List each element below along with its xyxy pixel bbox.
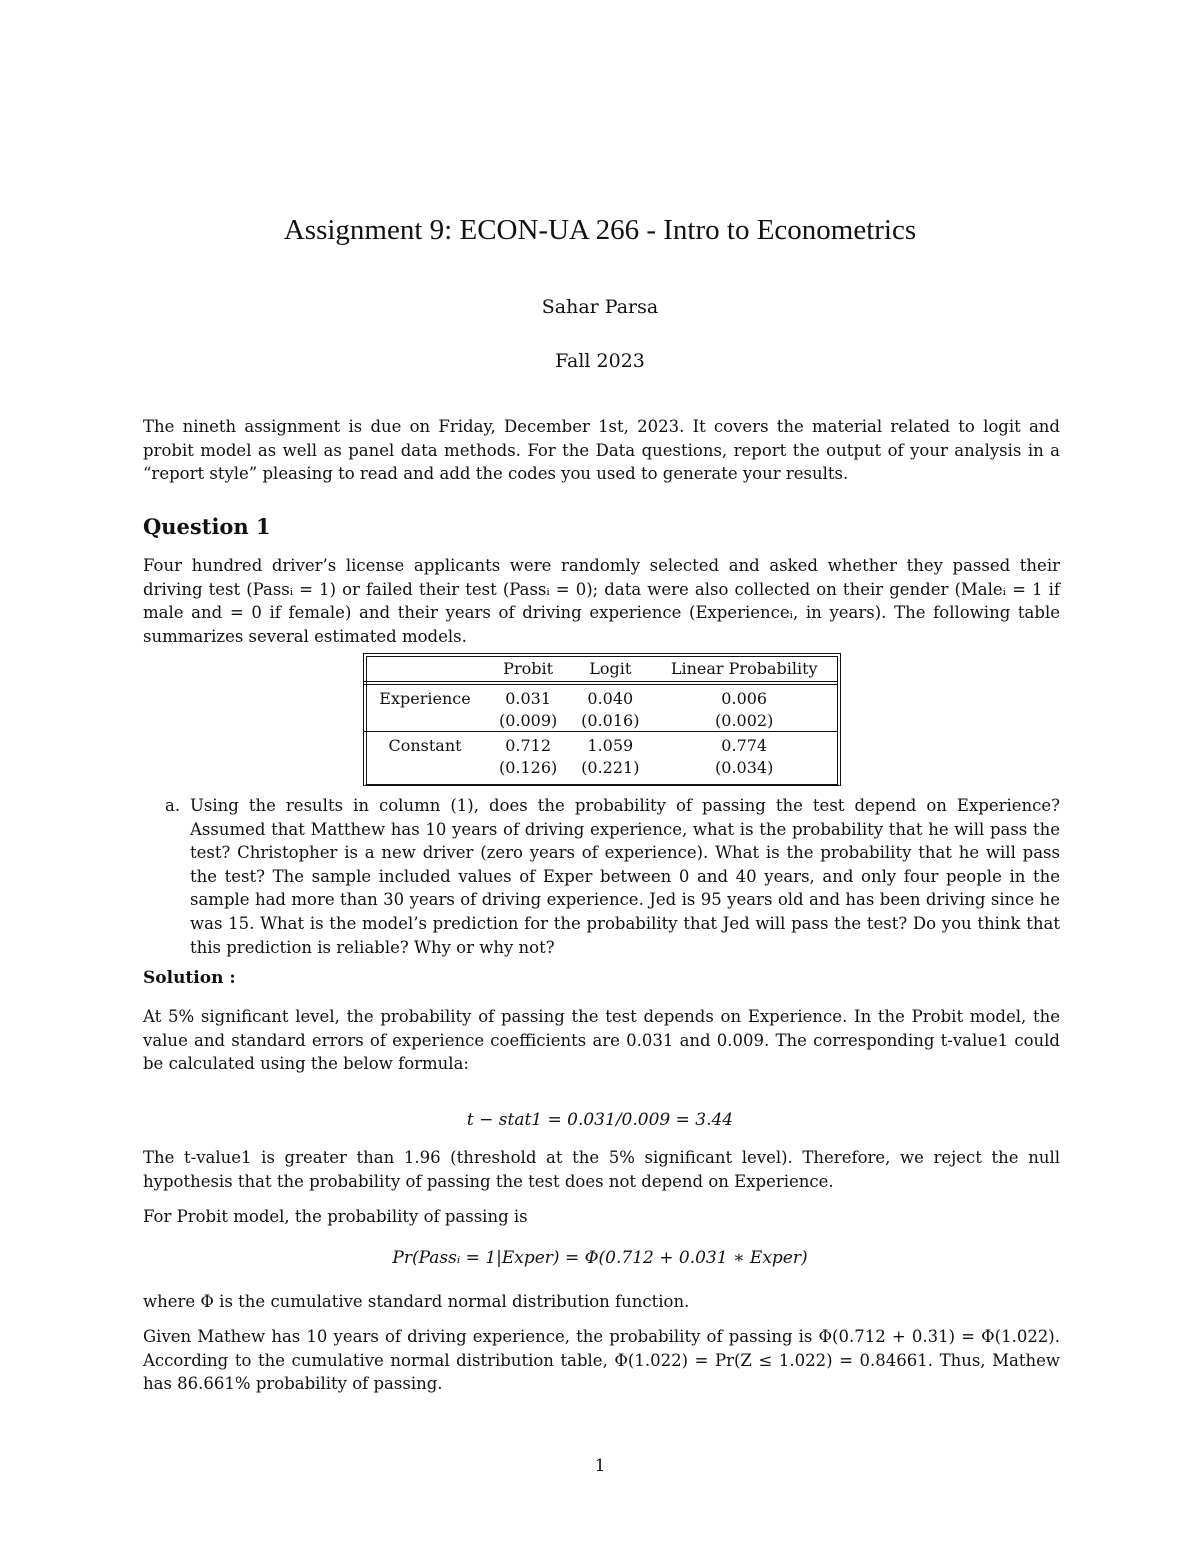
solution-paragraph-4: where Φ is the cumulative standard normal distribution function. <box>143 1292 690 1311</box>
table-cell: 0.712 <box>487 732 569 757</box>
question-1a-label: a. <box>165 796 181 815</box>
row-label: Experience <box>363 683 487 709</box>
page-number: 1 <box>594 1456 606 1476</box>
solution-paragraph-1: At 5% significant level, the probability of passing the test depends on Experience. In the Probit model, the value and standard errors of experience coefficients are 0.031 and 0.009. The corresponding t-value1 could be calculated using the below formula: <box>143 1007 1060 1074</box>
document-author: Sahar Parsa <box>541 296 659 318</box>
solution-paragraph-3: For Probit model, the probability of passing is <box>143 1207 528 1226</box>
equation-probit: Pr(Passᵢ = 1|Exper) = Φ(0.712 + 0.031 ∗ Exper) <box>392 1248 808 1268</box>
question-1a <box>165 794 1060 959</box>
table-cell: (0.009) <box>498 710 558 730</box>
table-cell: (0.016) <box>581 710 640 730</box>
solution-paragraph-5: Given Mathew has 10 years of driving experience, the probability of passing is Φ(0.712 + 0.31) = Φ(1.022). According to the cumulative normal distribution table, Φ(1.022) = Pr(Z ≤ 1.022) = 0.84661. Thus, Mathew has 86.661% probability of passing. <box>143 1327 1060 1394</box>
table-cell: 0.774 <box>651 732 837 757</box>
question-1-heading: Question 1 <box>143 514 271 539</box>
table-header-cell: Linear Probability <box>670 658 818 678</box>
table-cell: 0.040 <box>569 683 651 709</box>
table-header-cell: Probit <box>503 658 554 678</box>
document-title: Assignment 9: ECON-UA 266 - Intro to Econometrics <box>283 214 917 246</box>
table-cell: 0.006 <box>651 683 837 709</box>
row-label: Constant <box>363 732 487 757</box>
question-1-text: Four hundred driver’s license applicants were randomly selected and asked whether they passed their driving test (Passᵢ = 1) or failed their test (Passᵢ = 0); data were also collected on their gender (Maleᵢ = 1 if male and = 0 if female) and their years of driving experience (Experienceᵢ, in years). The following table summarizes several estimated models. <box>143 556 1060 646</box>
table-cell: (0.221) <box>581 757 640 777</box>
table-cell: (0.126) <box>498 757 558 777</box>
table-cell: (0.002) <box>715 710 774 730</box>
results-table <box>363 653 837 784</box>
equation-t-stat: t − stat1 = 0.031/0.009 = 3.44 <box>466 1110 734 1130</box>
table-frame <box>363 653 841 786</box>
table-cell: 1.059 <box>569 732 651 757</box>
solution-heading: Solution : <box>143 968 236 988</box>
table-cell: 0.031 <box>487 683 569 709</box>
question-1a-text: Using the results in column (1), does the probability of passing the test depend on Experience? Assumed that Matthew has 10 years of driving experience, what is the probability that he will pass the test? Christopher is a new driver (zero years of experience). What is the probability that he will pass the test? The sample included values of Exper between 0 and 40 years, and only four people in the sample had more than 30 years of driving experience. Jed is 95 years old and has been driving since he was 15. What is the model’s prediction for the probability that Jed will pass the test? Do you think that this prediction is reliable? Why or why not? <box>190 796 1060 957</box>
document-date: Fall 2023 <box>555 350 645 372</box>
solution-paragraph-2: The t-value1 is greater than 1.96 (threshold at the 5% significant level). Therefore, we reject the null hypothesis that the probability of passing the test does not depend on Experience. <box>143 1148 1060 1191</box>
table-cell: (0.034) <box>715 757 774 777</box>
table-header-cell: Logit <box>589 658 632 678</box>
intro-paragraph: The nineth assignment is due on Friday, December 1st, 2023. It covers the material related to logit and probit model as well as panel data methods. For the Data questions, report the output of your analysis in a “report style” pleasing to read and add the codes you used to generate your results. <box>143 417 1060 484</box>
